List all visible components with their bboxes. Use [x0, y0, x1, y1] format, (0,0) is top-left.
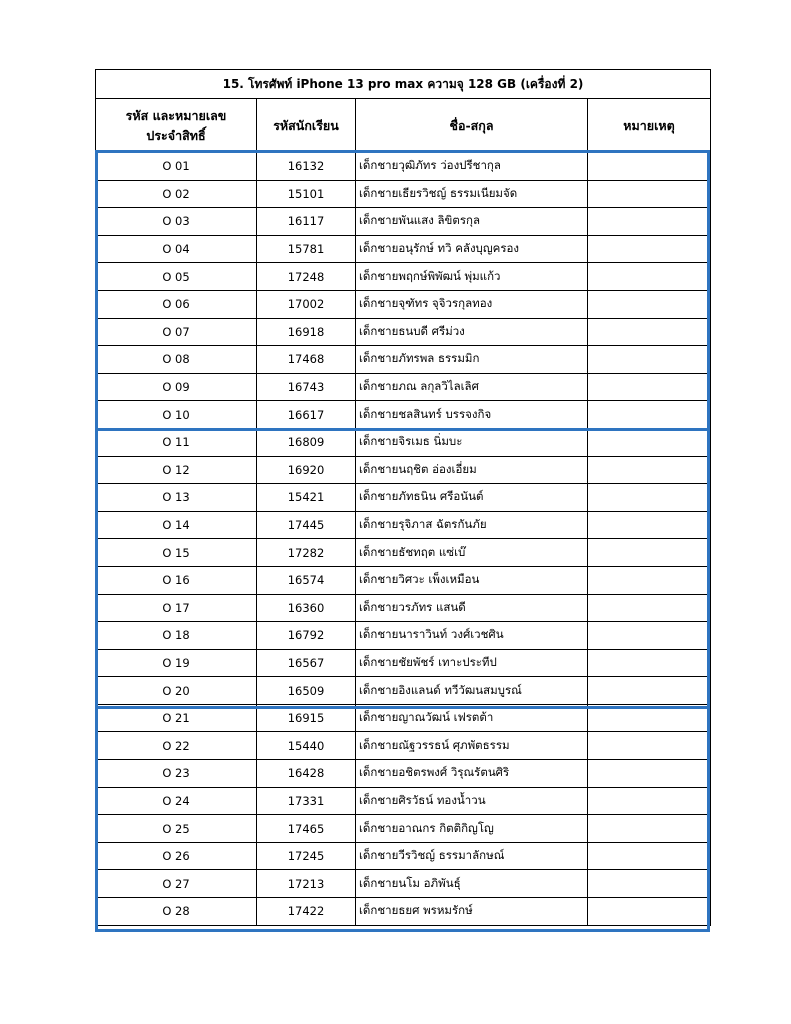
row-student-id: 16428 — [257, 760, 356, 788]
table-row — [96, 373, 711, 401]
table-row — [96, 318, 711, 346]
row-name: เด็กชายภัทรพล ธรรมมิก — [356, 346, 588, 374]
row-note — [588, 373, 711, 401]
row-note — [588, 760, 711, 788]
row-student-id: 16743 — [257, 373, 356, 401]
row-code: O 17 — [96, 594, 257, 622]
row-note — [588, 401, 711, 429]
table-row — [96, 732, 711, 760]
row-note — [588, 732, 711, 760]
table-row — [96, 815, 711, 843]
row-name: เด็กชายภณ ลกุลวิไลเลิศ — [356, 373, 588, 401]
row-name: เด็กชายพันแสง ลิขิตรกุล — [356, 208, 588, 236]
row-name: เด็กชายรุจิภาส ฉัตรกันภัย — [356, 511, 588, 539]
row-student-id: 17002 — [257, 290, 356, 318]
row-student-id: 17213 — [257, 870, 356, 898]
row-code: O 04 — [96, 235, 257, 263]
row-note — [588, 235, 711, 263]
row-student-id: 16792 — [257, 622, 356, 650]
row-note — [588, 566, 711, 594]
row-student-id: 16360 — [257, 594, 356, 622]
row-note — [588, 318, 711, 346]
table-row — [96, 649, 711, 677]
row-student-id: 15440 — [257, 732, 356, 760]
roster-sheet — [95, 69, 710, 926]
table-row — [96, 456, 711, 484]
row-note — [588, 842, 711, 870]
row-note — [588, 677, 711, 705]
row-student-id: 16509 — [257, 677, 356, 705]
row-note — [588, 484, 711, 512]
row-name: เด็กชายอนุรักษ์ ทวิ คลังบุญครอง — [356, 235, 588, 263]
row-note — [588, 704, 711, 732]
row-name: เด็กชายนโม อภิพันธุ์ — [356, 870, 588, 898]
row-code: O 22 — [96, 732, 257, 760]
table-title: 15. โทรศัพท์ iPhone 13 pro max ความจุ 128 GB (เครื่องที่ 2) — [96, 70, 711, 99]
table-row — [96, 180, 711, 208]
row-name: เด็กชายธัชทฤต แซ่เบ๊ — [356, 539, 588, 567]
table-row — [96, 760, 711, 788]
table-body — [96, 153, 711, 926]
row-code: O 03 — [96, 208, 257, 236]
row-code: O 07 — [96, 318, 257, 346]
row-student-id: 16809 — [257, 428, 356, 456]
row-student-id: 17245 — [257, 842, 356, 870]
row-name: เด็กชายเธียรวิชญ์ ธรรมเนียมจัด — [356, 180, 588, 208]
row-code: O 25 — [96, 815, 257, 843]
row-name: เด็กชายธนบดี ศรีม่วง — [356, 318, 588, 346]
table-row — [96, 208, 711, 236]
table-row — [96, 235, 711, 263]
row-note — [588, 153, 711, 181]
row-student-id: 15421 — [257, 484, 356, 512]
table-row — [96, 842, 711, 870]
row-name: เด็กชายอาณกร กิตติกิญโญ — [356, 815, 588, 843]
row-note — [588, 622, 711, 650]
row-student-id: 16918 — [257, 318, 356, 346]
table-row — [96, 401, 711, 429]
row-code: O 05 — [96, 263, 257, 291]
row-student-id: 16617 — [257, 401, 356, 429]
row-student-id: 17282 — [257, 539, 356, 567]
row-student-id: 16920 — [257, 456, 356, 484]
row-student-id: 17465 — [257, 815, 356, 843]
row-code: O 10 — [96, 401, 257, 429]
row-code: O 20 — [96, 677, 257, 705]
row-student-id: 15781 — [257, 235, 356, 263]
header-code-line2: ประจำสิทธิ์ — [146, 127, 206, 143]
row-code: O 23 — [96, 760, 257, 788]
roster-table — [95, 69, 711, 926]
row-name: เด็กชายชัยพัชร์ เทาะประทีป — [356, 649, 588, 677]
row-code: O 11 — [96, 428, 257, 456]
row-name: เด็กชายวิศวะ เพ็งเหมือน — [356, 566, 588, 594]
row-student-id: 17331 — [257, 787, 356, 815]
row-code: O 19 — [96, 649, 257, 677]
table-row — [96, 511, 711, 539]
row-name: เด็กชายนาราวินท์ วงศ์เวชศิน — [356, 622, 588, 650]
row-name: เด็กชายธยศ พรหมรักษ์ — [356, 898, 588, 926]
row-code: O 02 — [96, 180, 257, 208]
row-code: O 16 — [96, 566, 257, 594]
row-name: เด็กชายวุฒิภัทร ว่องปรีชากุล — [356, 153, 588, 181]
table-row — [96, 263, 711, 291]
table-row — [96, 677, 711, 705]
table-row — [96, 787, 711, 815]
row-code: O 01 — [96, 153, 257, 181]
row-name: เด็กชายภัทธนิน ศรีอนันต์ — [356, 484, 588, 512]
row-name: เด็กชายอชิตรพงศ์ วิรุณรัตนศิริ — [356, 760, 588, 788]
table-row — [96, 622, 711, 650]
row-note — [588, 539, 711, 567]
table-row — [96, 898, 711, 926]
row-code: O 21 — [96, 704, 257, 732]
row-note — [588, 787, 711, 815]
row-note — [588, 870, 711, 898]
row-code: O 08 — [96, 346, 257, 374]
table-row — [96, 594, 711, 622]
row-note — [588, 649, 711, 677]
row-note — [588, 180, 711, 208]
row-note — [588, 815, 711, 843]
table-row — [96, 290, 711, 318]
row-code: O 28 — [96, 898, 257, 926]
table-row — [96, 346, 711, 374]
row-note — [588, 290, 711, 318]
row-student-id: 16915 — [257, 704, 356, 732]
row-name: เด็กชายวีรวิชญ์ ธรรมาลักษณ์ — [356, 842, 588, 870]
row-name: เด็กชายจิรเมธ นิ่มบะ — [356, 428, 588, 456]
row-student-id: 17468 — [257, 346, 356, 374]
row-code: O 14 — [96, 511, 257, 539]
row-student-id: 15101 — [257, 180, 356, 208]
header-code-line1: รหัส และหมายเลข — [125, 107, 227, 123]
row-code: O 24 — [96, 787, 257, 815]
row-note — [588, 428, 711, 456]
row-name: เด็กชายญาณวัฒน์ เฟรตต้า — [356, 704, 588, 732]
row-code: O 26 — [96, 842, 257, 870]
row-student-id: 17445 — [257, 511, 356, 539]
row-student-id: 16132 — [257, 153, 356, 181]
table-row — [96, 870, 711, 898]
header-student-id: รหัสนักเรียน — [257, 99, 356, 153]
row-code: O 27 — [96, 870, 257, 898]
row-student-id: 17248 — [257, 263, 356, 291]
row-note — [588, 456, 711, 484]
row-note — [588, 898, 711, 926]
table-row — [96, 484, 711, 512]
header-name: ชื่อ-สกุล — [356, 99, 588, 153]
row-code: O 09 — [96, 373, 257, 401]
row-student-id: 16567 — [257, 649, 356, 677]
row-name: เด็กชายศิรวัธน์ ทองน้ำวน — [356, 787, 588, 815]
row-note — [588, 594, 711, 622]
table-row — [96, 539, 711, 567]
row-name: เด็กชายพฤกษ์พิพัฒน์ พุ่มแก้ว — [356, 263, 588, 291]
row-code: O 15 — [96, 539, 257, 567]
row-note — [588, 263, 711, 291]
row-student-id: 16574 — [257, 566, 356, 594]
row-name: เด็กชายณัฐวรรธน์ ศุภพัตธรรม — [356, 732, 588, 760]
header-code — [96, 99, 257, 153]
table-row — [96, 566, 711, 594]
row-name: เด็กชายนฤชิต อ่องเอี่ยม — [356, 456, 588, 484]
row-note — [588, 346, 711, 374]
row-student-id: 16117 — [257, 208, 356, 236]
table-row — [96, 428, 711, 456]
row-code: O 12 — [96, 456, 257, 484]
table-row — [96, 704, 711, 732]
row-note — [588, 208, 711, 236]
row-name: เด็กชายจุฑัทร จุจิวรกุลทอง — [356, 290, 588, 318]
row-note — [588, 511, 711, 539]
row-code: O 06 — [96, 290, 257, 318]
row-code: O 18 — [96, 622, 257, 650]
row-name: เด็กชายวรภัทร แสนดี — [356, 594, 588, 622]
row-student-id: 17422 — [257, 898, 356, 926]
row-name: เด็กชายอิงแลนด์ ทวีวัฒนสมบูรณ์ — [356, 677, 588, 705]
row-code: O 13 — [96, 484, 257, 512]
header-note: หมายเหตุ — [588, 99, 711, 153]
table-row — [96, 153, 711, 181]
row-name: เด็กชายชลสินทร์ บรรจงกิจ — [356, 401, 588, 429]
